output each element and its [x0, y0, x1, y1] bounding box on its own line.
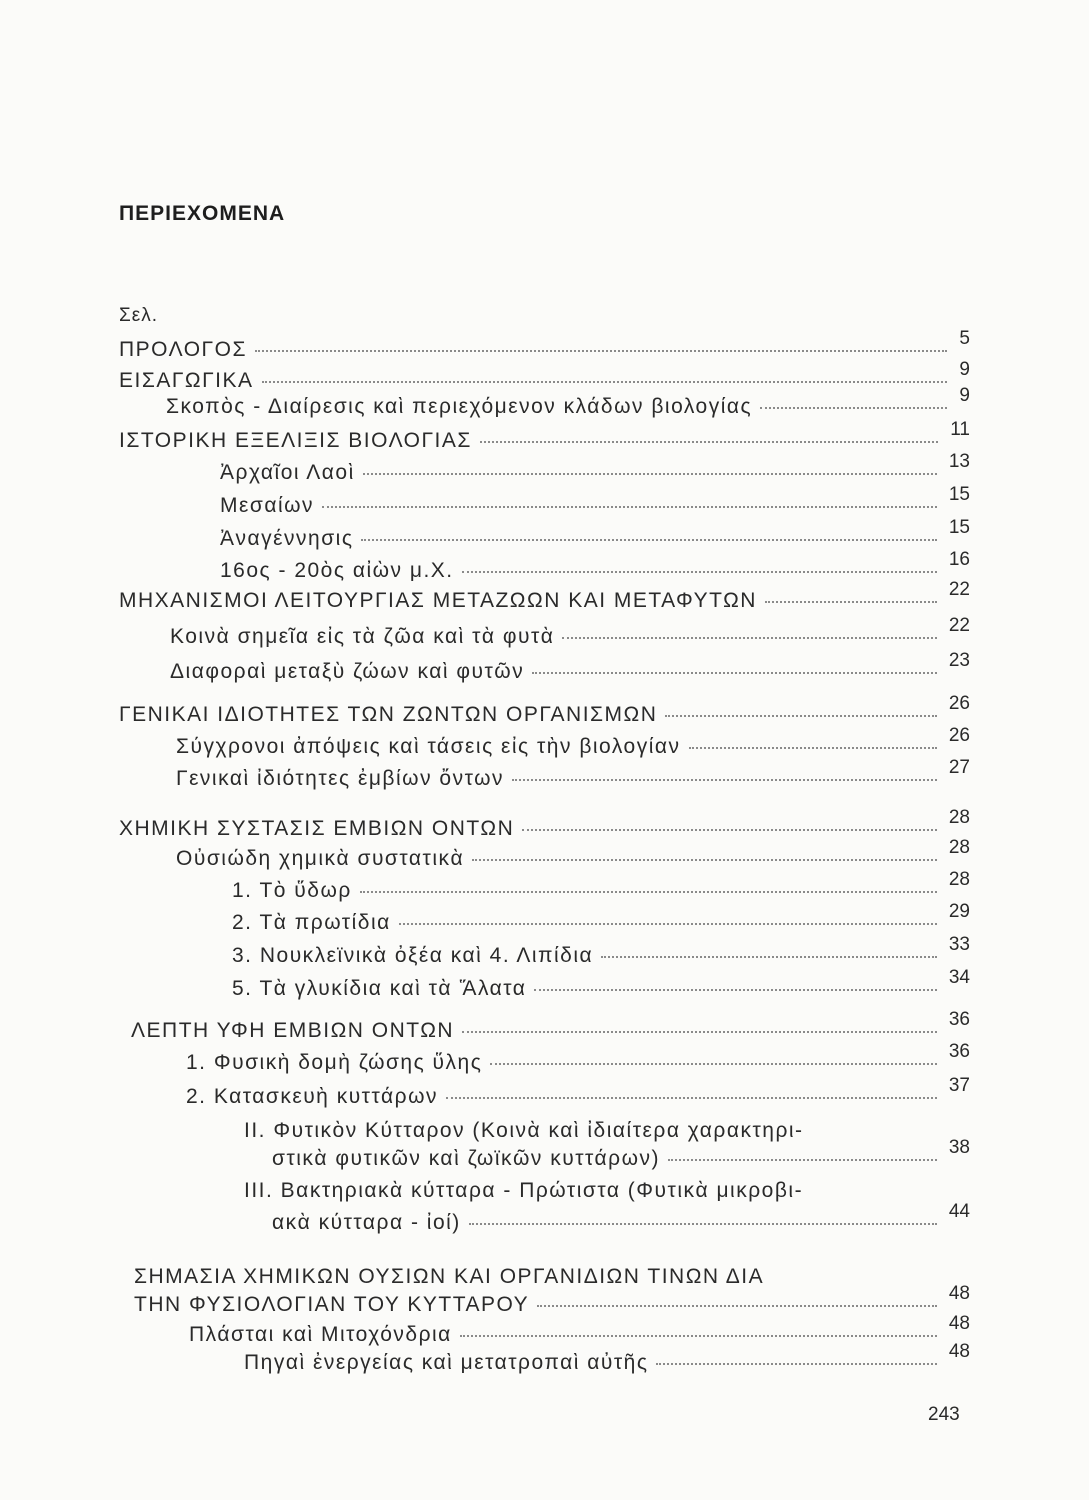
toc-entry	[220, 451, 970, 491]
toc-entry	[232, 901, 970, 941]
leader-dots	[490, 1063, 937, 1065]
toc-entry-page: 22	[948, 615, 970, 636]
toc-entry-title: 1. Τὸ ὕδωρ	[232, 879, 352, 902]
toc-entry	[119, 807, 970, 847]
toc-entry	[134, 1265, 970, 1295]
toc-entry-page: 48	[948, 1341, 970, 1362]
toc-entry	[119, 693, 970, 733]
toc-entry-page: 11	[950, 419, 970, 440]
contents-heading: ΠΕΡΙΕΧΟΜΕΝΑ	[119, 202, 286, 225]
toc-entry	[170, 615, 970, 655]
leader-dots	[460, 1335, 937, 1337]
toc-entry-title: ΜΗΧΑΝΙΣΜΟΙ ΛΕΙΤΟΥΡΓΙΑΣ ΜΕΤΑΖΩΩΝ ΚΑΙ ΜΕΤΑΦΥΤΩΝ	[119, 589, 757, 612]
toc-entry	[176, 837, 970, 877]
leader-dots	[522, 829, 937, 831]
toc-entry	[186, 1075, 970, 1115]
toc-entry	[189, 1313, 970, 1353]
leader-dots	[322, 506, 937, 508]
toc-entry-page: 48	[948, 1283, 970, 1304]
toc-entry-page: 33	[948, 934, 970, 955]
toc-entry-title: Σύγχρονοι ἀπόψεις καὶ τάσεις εἰς τὴν βιολογίαν	[176, 735, 681, 758]
toc-entry-title: 16ος - 20ὸς αἰὼν μ.Χ.	[220, 559, 454, 582]
toc-entry-page: 34	[948, 967, 970, 988]
toc-entry	[272, 1201, 970, 1241]
toc-entry-page: 37	[948, 1075, 970, 1096]
toc-entry-title: ΕΙΣΑΓΩΓΙΚΑ	[119, 369, 254, 392]
toc-entry	[176, 757, 970, 797]
leader-dots	[462, 1031, 937, 1033]
toc-entry-title: Κοινὰ σημεῖα εἰς τὰ ζῶα καὶ τὰ φυτὰ	[170, 625, 555, 648]
toc-entry-title: ΓΕΝΙΚΑΙ ΙΔΙΟΤΗΤΕΣ ΤΩΝ ΖΩΝΤΩΝ ΟΡΓΑΝΙΣΜΩΝ	[119, 703, 658, 726]
leader-dots	[472, 859, 937, 861]
toc-entry-page: 9	[959, 359, 970, 380]
toc-entry	[186, 1041, 970, 1081]
toc-entry	[166, 385, 970, 425]
toc-entry-title: 5. Τὰ γλυκίδια καὶ τὰ Ἅλατα	[232, 977, 527, 1000]
toc-entry-title: Πηγαὶ ἐνεργείας καὶ μετατροπαὶ αὐτῆς	[244, 1351, 649, 1374]
toc-entry	[220, 484, 970, 524]
toc-entry-page: 15	[948, 484, 970, 505]
leader-dots	[760, 407, 947, 409]
toc-entry	[232, 967, 970, 1007]
leader-dots	[360, 891, 937, 893]
toc-entry-title: Ἀναγέννησις	[220, 527, 354, 550]
toc-entry-title: ΤΗΝ ΦΥΣΙΟΛΟΓΙΑΝ ΤΟΥ ΚΥΤΤΑΡΟΥ	[134, 1293, 530, 1316]
toc-entry-title: ΠΡΟΛΟΓΟΣ	[119, 338, 247, 361]
toc-entry	[119, 579, 970, 619]
toc-entry-page: 44	[948, 1201, 970, 1222]
toc-entry	[244, 1341, 970, 1381]
toc-entry	[244, 1179, 970, 1209]
leader-dots	[601, 956, 937, 958]
leader-dots	[361, 539, 936, 541]
toc-entry-page: 29	[948, 901, 970, 922]
toc-entry-title: ΣΗΜΑΣΙΑ ΧΗΜΙΚΩΝ ΟΥΣΙΩΝ ΚΑΙ ΟΡΓΑΝΙΔΙΩΝ ΤΙΝΩΝ ΔΙΑ	[134, 1265, 765, 1288]
toc-entry	[134, 1283, 970, 1323]
leader-dots	[562, 637, 936, 639]
toc-entry-title: Πλάσται καὶ Μιτοχόνδρια	[189, 1323, 452, 1346]
toc-entry-page: 38	[948, 1137, 970, 1158]
toc-entry-title: 1. Φυσικὴ δομὴ ζώσης ὕλης	[186, 1051, 483, 1074]
toc-entry-page: 48	[948, 1313, 970, 1334]
toc-entry-page: 27	[948, 757, 970, 778]
leader-dots	[446, 1097, 937, 1099]
toc-entry-title: Οὐσιώδη χημικὰ συστατικὰ	[176, 847, 465, 870]
toc-entry	[244, 1119, 970, 1149]
toc-entry-title: Σκοπὸς - Διαίρεσις καὶ περιεχόμενον κλάδων βιολογίας	[166, 395, 753, 418]
toc-entry-title: 2. Τὰ πρωτίδια	[232, 911, 391, 934]
toc-entry-page: 26	[948, 725, 970, 746]
toc-entry-title: ΙΙΙ. Βακτηριακὰ κύτταρα - Πρώτιστα (Φυτικὰ μικροβι-	[244, 1179, 804, 1202]
toc-entry-page: 16	[948, 549, 970, 570]
toc-entry-page: 36	[948, 1009, 970, 1030]
toc-entry	[170, 650, 970, 690]
toc-entry	[176, 725, 970, 765]
toc-entry-title: ΙΣΤΟΡΙΚΗ ΕΞΕΛΙΞΙΣ ΒΙΟΛΟΓΙΑΣ	[119, 429, 472, 452]
toc-entry-title: 3. Νουκλεϊνικὰ ὀξέα καὶ 4. Λιπίδια	[232, 944, 594, 967]
toc-entry-title: ΛΕΠΤΗ ΥΦΗ ΕΜΒΙΩΝ ΟΝΤΩΝ	[131, 1019, 455, 1042]
toc-entry	[232, 934, 970, 974]
leader-dots	[534, 989, 936, 991]
leader-dots	[665, 715, 936, 717]
toc-entry-page: 15	[948, 517, 970, 538]
toc-entry	[272, 1137, 970, 1177]
toc-entry-page: 22	[948, 579, 970, 600]
leader-dots	[765, 601, 937, 603]
toc-entry	[119, 328, 970, 368]
leader-dots	[469, 1223, 937, 1225]
toc-entry-title: Γενικαὶ ἰδιότητες ἐμβίων ὄντων	[176, 767, 504, 790]
toc-entry-title: ακὰ κύτταρα - ἰοί)	[272, 1211, 461, 1234]
toc-entry	[220, 549, 970, 589]
leader-dots	[399, 923, 937, 925]
leader-dots	[462, 571, 937, 573]
toc-entry-page: 5	[959, 328, 970, 349]
toc-entry	[232, 869, 970, 909]
toc-entry-page: 36	[948, 1041, 970, 1062]
toc-entry-title: 2. Κατασκευὴ κυττάρων	[186, 1085, 438, 1108]
toc-entry-page: 28	[948, 807, 970, 828]
toc-entry-title: στικὰ φυτικῶν καὶ ζωϊκῶν κυττάρων)	[272, 1147, 660, 1170]
toc-entry-page: 9	[959, 385, 970, 406]
leader-dots	[255, 350, 947, 352]
toc-entry-page: 28	[948, 837, 970, 858]
page-number: 243	[928, 1404, 960, 1425]
leader-dots	[262, 381, 948, 383]
page-column-label: Σελ.	[119, 305, 158, 326]
toc-entry	[220, 517, 970, 557]
toc-entry-title: Μεσαίων	[220, 494, 315, 517]
leader-dots	[668, 1159, 937, 1161]
toc-entry-title: ΧΗΜΙΚΗ ΣΥΣΤΑΣΙΣ ΕΜΒΙΩΝ ΟΝΤΩΝ	[119, 817, 515, 840]
toc-entry-title: Διαφοραὶ μεταξὺ ζώων καὶ φυτῶν	[170, 660, 525, 683]
leader-dots	[689, 747, 937, 749]
toc-entry	[131, 1009, 970, 1049]
leader-dots	[656, 1363, 936, 1365]
toc-entry-title: ΙΙ. Φυτικὸν Κύτταρον (Κοινὰ καὶ ἰδιαίτερα χαρακτηρι-	[244, 1119, 804, 1142]
leader-dots	[537, 1305, 937, 1307]
leader-dots	[532, 672, 937, 674]
toc-entry-page: 13	[948, 451, 970, 472]
leader-dots	[512, 779, 937, 781]
toc-entry-title: Ἀρχαῖοι Λαοὶ	[220, 461, 355, 484]
leader-dots	[480, 441, 938, 443]
toc-entry-page: 26	[948, 693, 970, 714]
toc-entry	[119, 419, 970, 459]
toc-entry-page: 28	[948, 869, 970, 890]
toc-entry-page: 23	[948, 650, 970, 671]
leader-dots	[363, 473, 937, 475]
